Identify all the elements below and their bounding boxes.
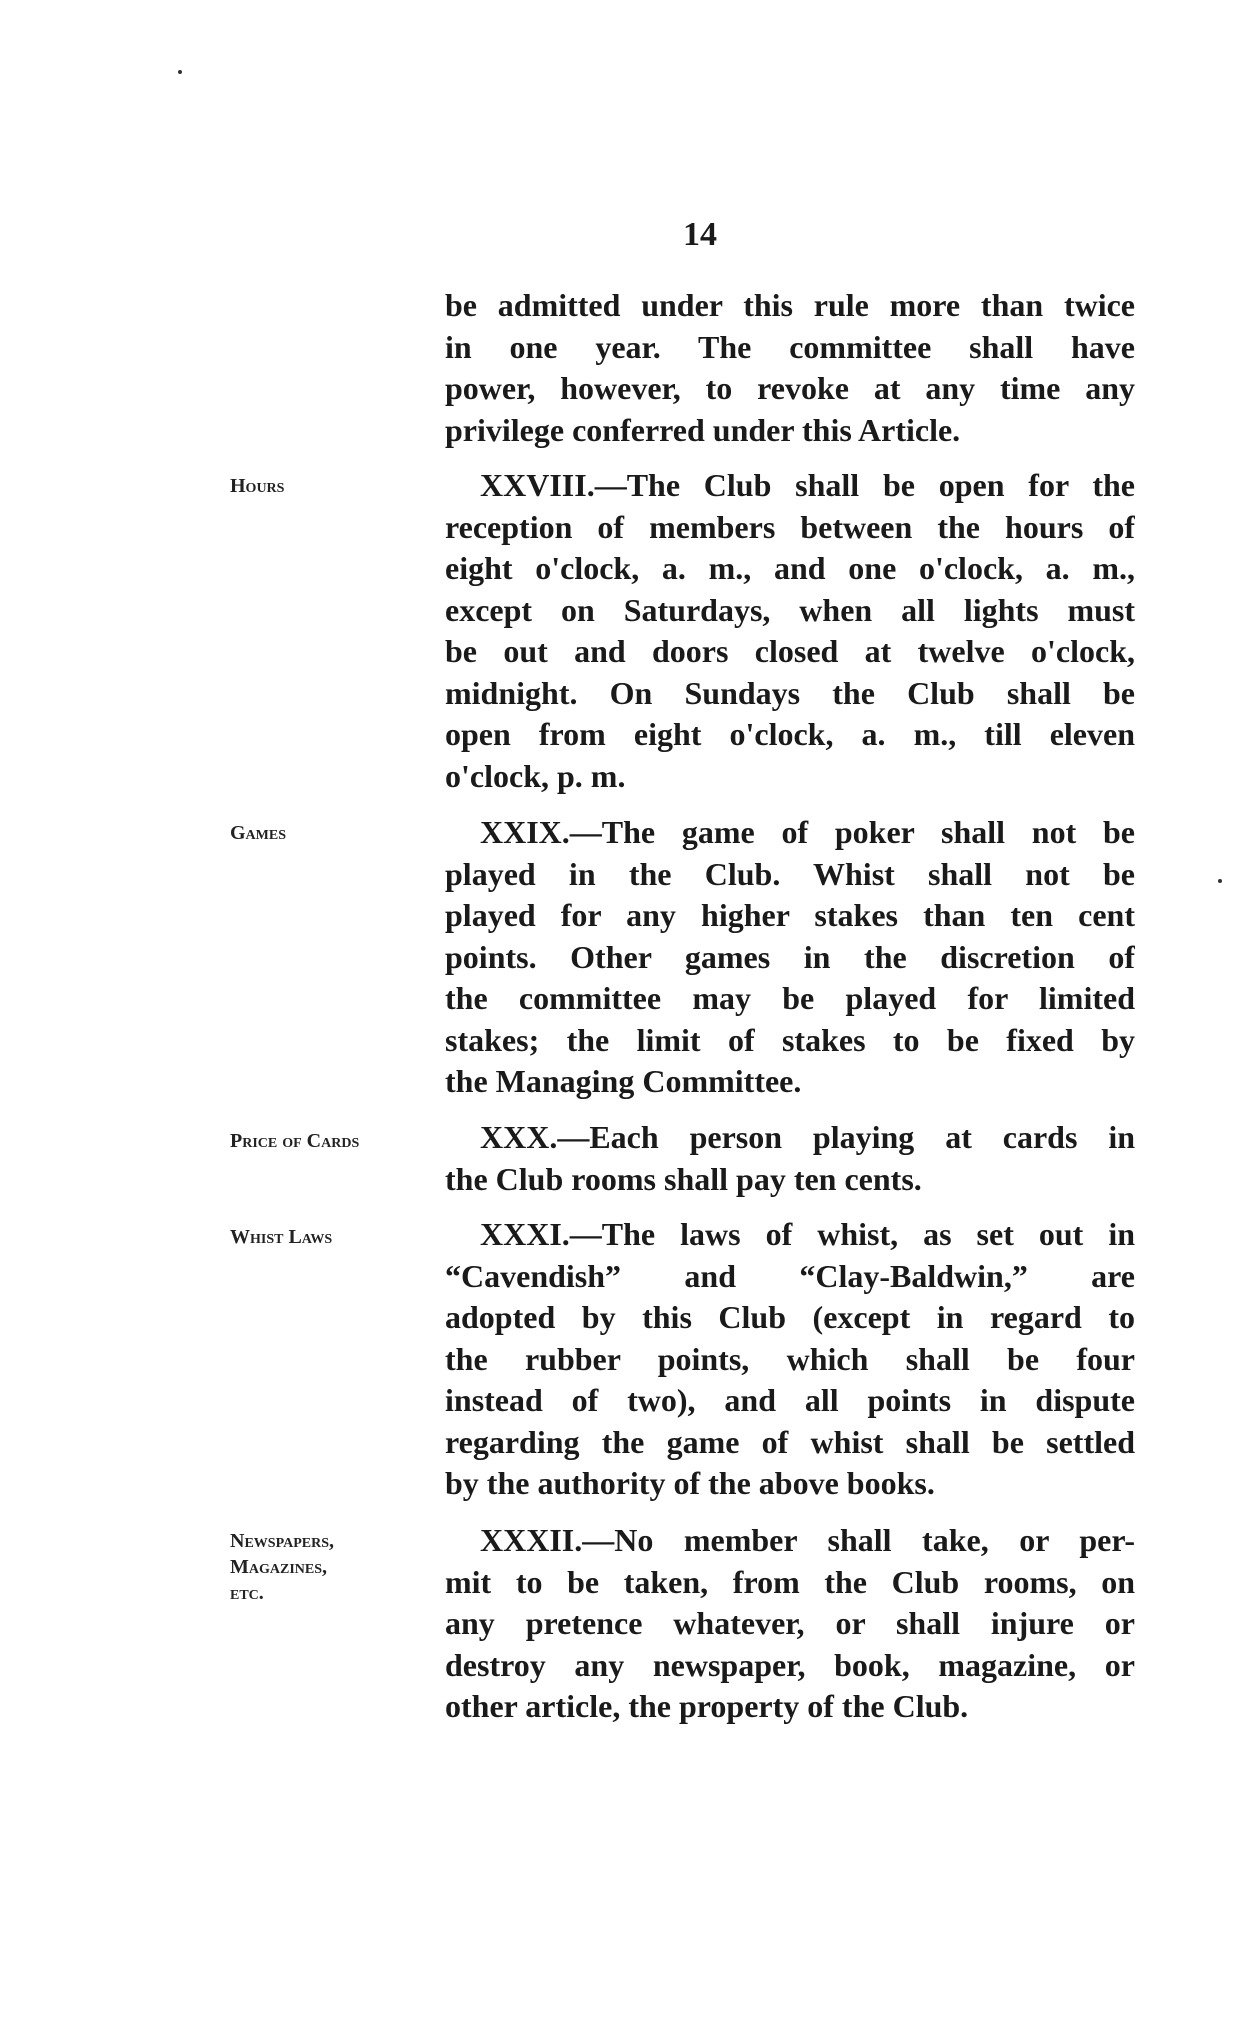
text-line: regarding the game of whist shall be settled: [445, 1423, 1135, 1460]
margin-note-hours: [230, 473, 430, 499]
margin-note-line: Games: [230, 822, 287, 844]
text-line: XXXI.—The laws of whist, as set out in: [480, 1216, 1135, 1252]
text-line: XXX.—Each person playing at cards in: [480, 1119, 1135, 1155]
text-line: “Cavendish” and “Clay-Baldwin,” are: [445, 1257, 1135, 1294]
text-line: o'clock, p. m.: [445, 757, 626, 794]
text-line: XXVIII.—The Club shall be open for the: [480, 467, 1135, 503]
text-line: open from eight o'clock, a. m., till eleven: [445, 716, 1135, 752]
text-line: in one year. The committee shall have: [445, 328, 1135, 365]
article-xxx: [445, 1117, 1135, 1200]
margin-note-line: Price of Cards: [230, 1130, 360, 1152]
speck-mark: [1218, 879, 1222, 883]
text-line: the Club rooms shall pay ten cents.: [445, 1160, 922, 1197]
text-line: by the authority of the above books.: [445, 1465, 935, 1501]
margin-note-line: Whist Laws: [230, 1226, 333, 1248]
text-line: played in the Club. Whist shall not be: [445, 855, 1135, 892]
article-xxxi: [445, 1214, 1135, 1505]
text-line: the committee may be played for limited: [445, 980, 1135, 1016]
margin-note-newspapers: [230, 1528, 430, 1606]
text-line: power, however, to revoke at any time any: [445, 370, 1135, 406]
text-line: points. Other games in the discretion of: [445, 938, 1135, 975]
margin-note-line: Newspapers,: [230, 1530, 334, 1552]
text-line: reception of members between the hours of: [445, 508, 1135, 545]
text-line: midnight. On Sundays the Club shall be: [445, 674, 1135, 711]
text-line: the Managing Committee.: [445, 1063, 802, 1099]
text-line: instead of two), and all points in dispute: [445, 1382, 1135, 1418]
text-line: be out and doors closed at twelve o'clock,: [445, 633, 1135, 669]
margin-note-line: Magazines,: [230, 1556, 328, 1578]
text-line: eight o'clock, a. m., and one o'clock, a. m.,: [445, 550, 1135, 586]
text-line: the rubber points, which shall be four: [445, 1340, 1135, 1377]
page-number: 14: [683, 216, 717, 253]
article-xxviii: [445, 465, 1135, 797]
margin-note-games: [230, 820, 430, 846]
text-line: stakes; the limit of stakes to be fixed by: [445, 1021, 1135, 1058]
text-line: any pretence whatever, or shall injure or: [445, 1605, 1135, 1641]
paragraph-continuation: [445, 285, 1135, 451]
text-line: XXXII.—No member shall take, or per-: [480, 1522, 1135, 1558]
text-line: mit to be taken, from the Club rooms, on: [445, 1563, 1135, 1600]
speck-mark: [178, 70, 182, 74]
margin-note-line: etc.: [230, 1582, 264, 1604]
text-line: played for any higher stakes than ten cent: [445, 897, 1135, 933]
text-line: privilege conferred under this Article.: [445, 411, 961, 448]
text-line: XXIX.—The game of poker shall not be: [480, 814, 1135, 850]
margin-note-whist-laws: [230, 1224, 430, 1250]
text-line: adopted by this Club (except in regard to: [445, 1299, 1135, 1335]
margin-note-price-of-cards: [230, 1128, 430, 1154]
text-line: other article, the property of the Club.: [445, 1688, 969, 1724]
article-xxxii: [445, 1520, 1135, 1728]
text-line: be admitted under this rule more than twice: [445, 287, 1135, 323]
article-xxix: [445, 812, 1135, 1103]
margin-note-line: Hours: [230, 475, 285, 497]
text-line: except on Saturdays, when all lights must: [445, 591, 1135, 628]
text-line: destroy any newspaper, book, magazine, or: [445, 1646, 1135, 1683]
